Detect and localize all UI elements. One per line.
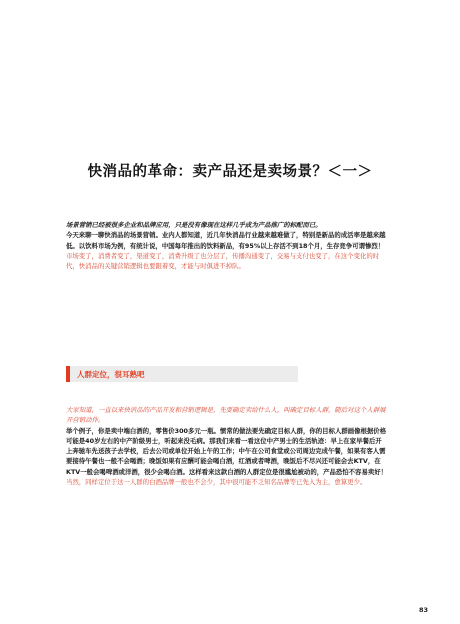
section-heading <box>66 366 298 382</box>
intro-body: 今天来聊一聊快消品的场景营销。业内人都知道，近几年快消品行业越来越难做了，特别是新品的成活率是越来越低。以饮料市场为例，有统计说，中国每年推出的饮料新品，有95%以上存活不到18个月，生存竞争可谓惨烈！ <box>66 231 386 250</box>
section-heading-text: 人群定位，很耳熟吧 <box>77 370 145 379</box>
body-main: 举个例子，你是卖中端白酒的，零售价300多元一瓶。惯常的做法要先确定目标人群，你的目标人群画像根据价格可能是40岁左右的中产阶级男士，听起来没毛病。那我们来看一看这位中产男士的生活轨迹：早上在家早餐后开上奔驰车先送孩子去学校，后去公司或单位开始上午的工作；中午在公司食堂或公司周边完成午餐，如果有客人需要接待午餐也一般不会喝酒；晚饭如果有应酬可能会喝白酒，红酒或者啤酒，晚饭后不尽兴还可能会去KTV，在KTV一般会喝啤酒或洋酒，很少会喝白酒。这样看来这款白酒的人群定位是很尴尬被动的，产品恐怕不容易卖好！ <box>66 426 388 476</box>
page-title: 快消品的革命：卖产品还是卖场景？＜一＞ <box>87 163 373 180</box>
body-lead: 大家知道，一直以来快消品的产品开发和营销逻辑是，先要确定卖给什么人，叫确定目标人群，随后对这个人群展开营销动作。 <box>66 406 386 425</box>
intro-highlight: 市场变了，消费者变了，渠道变了，消费升级了也分层了，传播沟通变了，交易与支付也变了，在这个变化的时代，快消品的关键营销逻辑也要跟着变，才能与时俱进不掉队。 <box>66 251 380 271</box>
page-number: 83 <box>418 606 428 614</box>
intro-section <box>66 220 388 271</box>
body-section <box>66 405 388 487</box>
section-accent-bar <box>66 366 70 382</box>
intro-lead: 场景营销已经被很多企业和品牌应用，只是没有像现在这样几乎成为产品推广的标配而已。 <box>66 221 322 229</box>
body-highlight: 当然，同样定位于这一人群的白酒品牌一般也不会少，其中很可能不乏知名品牌等已先入为主，愈算更少。 <box>66 478 367 487</box>
